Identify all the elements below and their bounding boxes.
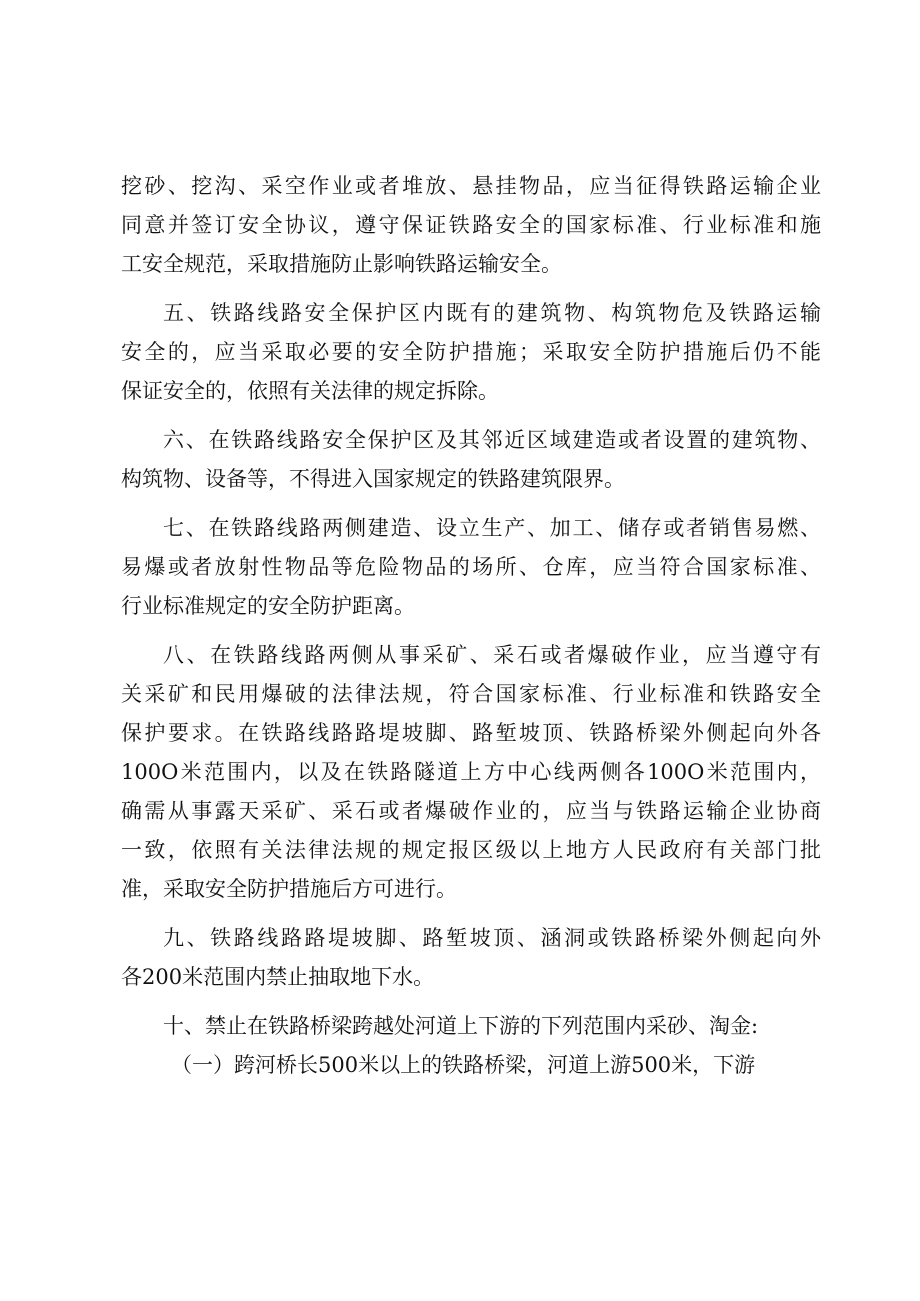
text-line: 各200米范围内禁止抽取地下水。 (121, 965, 435, 989)
text-line: 保证安全的，依照有关法律的规定拆除。 (121, 379, 499, 403)
text-line: 行业标准规定的安全防护距离。 (121, 594, 415, 618)
document-body (121, 167, 821, 1085)
text-line: 工安全规范，采取措施防止影响铁路运输安全。 (121, 252, 562, 276)
text-line: 同意并签订安全协议，遵守保证铁路安全的国家标准、行业标准和施 (121, 213, 821, 237)
text-line: 九、铁路线路路堤坡脚、路堑坡顶、涵洞或铁路桥梁外侧起向外 (163, 926, 821, 950)
text-line: 100O米范围内，以及在铁路隧道上方中心线两侧各100O米范围内， (121, 760, 821, 784)
text-line: 五、铁路线路安全保护区内既有的建筑物、构筑物危及铁路运输 (163, 301, 821, 325)
text-line: 六、在铁路线路安全保护区及其邻近区域建造或者设置的建筑物、 (163, 428, 821, 452)
text-line: 八、在铁路线路两侧从事采矿、采石或者爆破作业，应当遵守有 (163, 643, 821, 667)
paragraph-item-6 (121, 421, 821, 499)
text-line: 十、禁止在铁路桥梁跨越处河道上下游的下列范围内采砂、淘金: (163, 1014, 759, 1038)
text-line: 关采矿和民用爆破的法律法规，符合国家标准、行业标准和铁路安全 (121, 682, 821, 706)
text-line: 一致，依照有关法律法规的规定报区级以上地方人民政府有关部门批 (121, 838, 821, 862)
paragraph-subitem-1 (121, 1046, 821, 1085)
text-line: 安全的，应当采取必要的安全防护措施；采取安全防护措施后仍不能 (121, 340, 821, 364)
paragraph-continuation (121, 167, 821, 284)
paragraph-item-5 (121, 294, 821, 411)
text-line: 确需从事露天采矿、采石或者爆破作业的，应当与铁路运输企业协商 (121, 799, 821, 823)
text-line: 构筑物、设备等，不得进入国家规定的铁路建筑限界。 (121, 467, 625, 491)
text-line: 易爆或者放射性物品等危险物品的场所、仓库，应当符合国家标准、 (121, 555, 821, 579)
text-line: 准，采取安全防护措施后方可进行。 (121, 877, 457, 901)
text-line: 七、在铁路线路两侧建造、设立生产、加工、储存或者销售易燃、 (163, 516, 821, 540)
text-line: 挖砂、挖沟、采空作业或者堆放、悬挂物品，应当征得铁路运输企业 (121, 174, 821, 198)
paragraph-item-7 (121, 509, 821, 626)
text-line: （一）跨河桥长500米以上的铁路桥梁，河道上游500米，下游 (171, 1053, 756, 1077)
paragraph-item-8 (121, 636, 821, 909)
paragraph-item-9 (121, 919, 821, 997)
text-line: 保护要求。在铁路线路路堤坡脚、路堑坡顶、铁路桥梁外侧起向外各 (121, 721, 821, 745)
paragraph-item-10 (121, 1007, 821, 1046)
